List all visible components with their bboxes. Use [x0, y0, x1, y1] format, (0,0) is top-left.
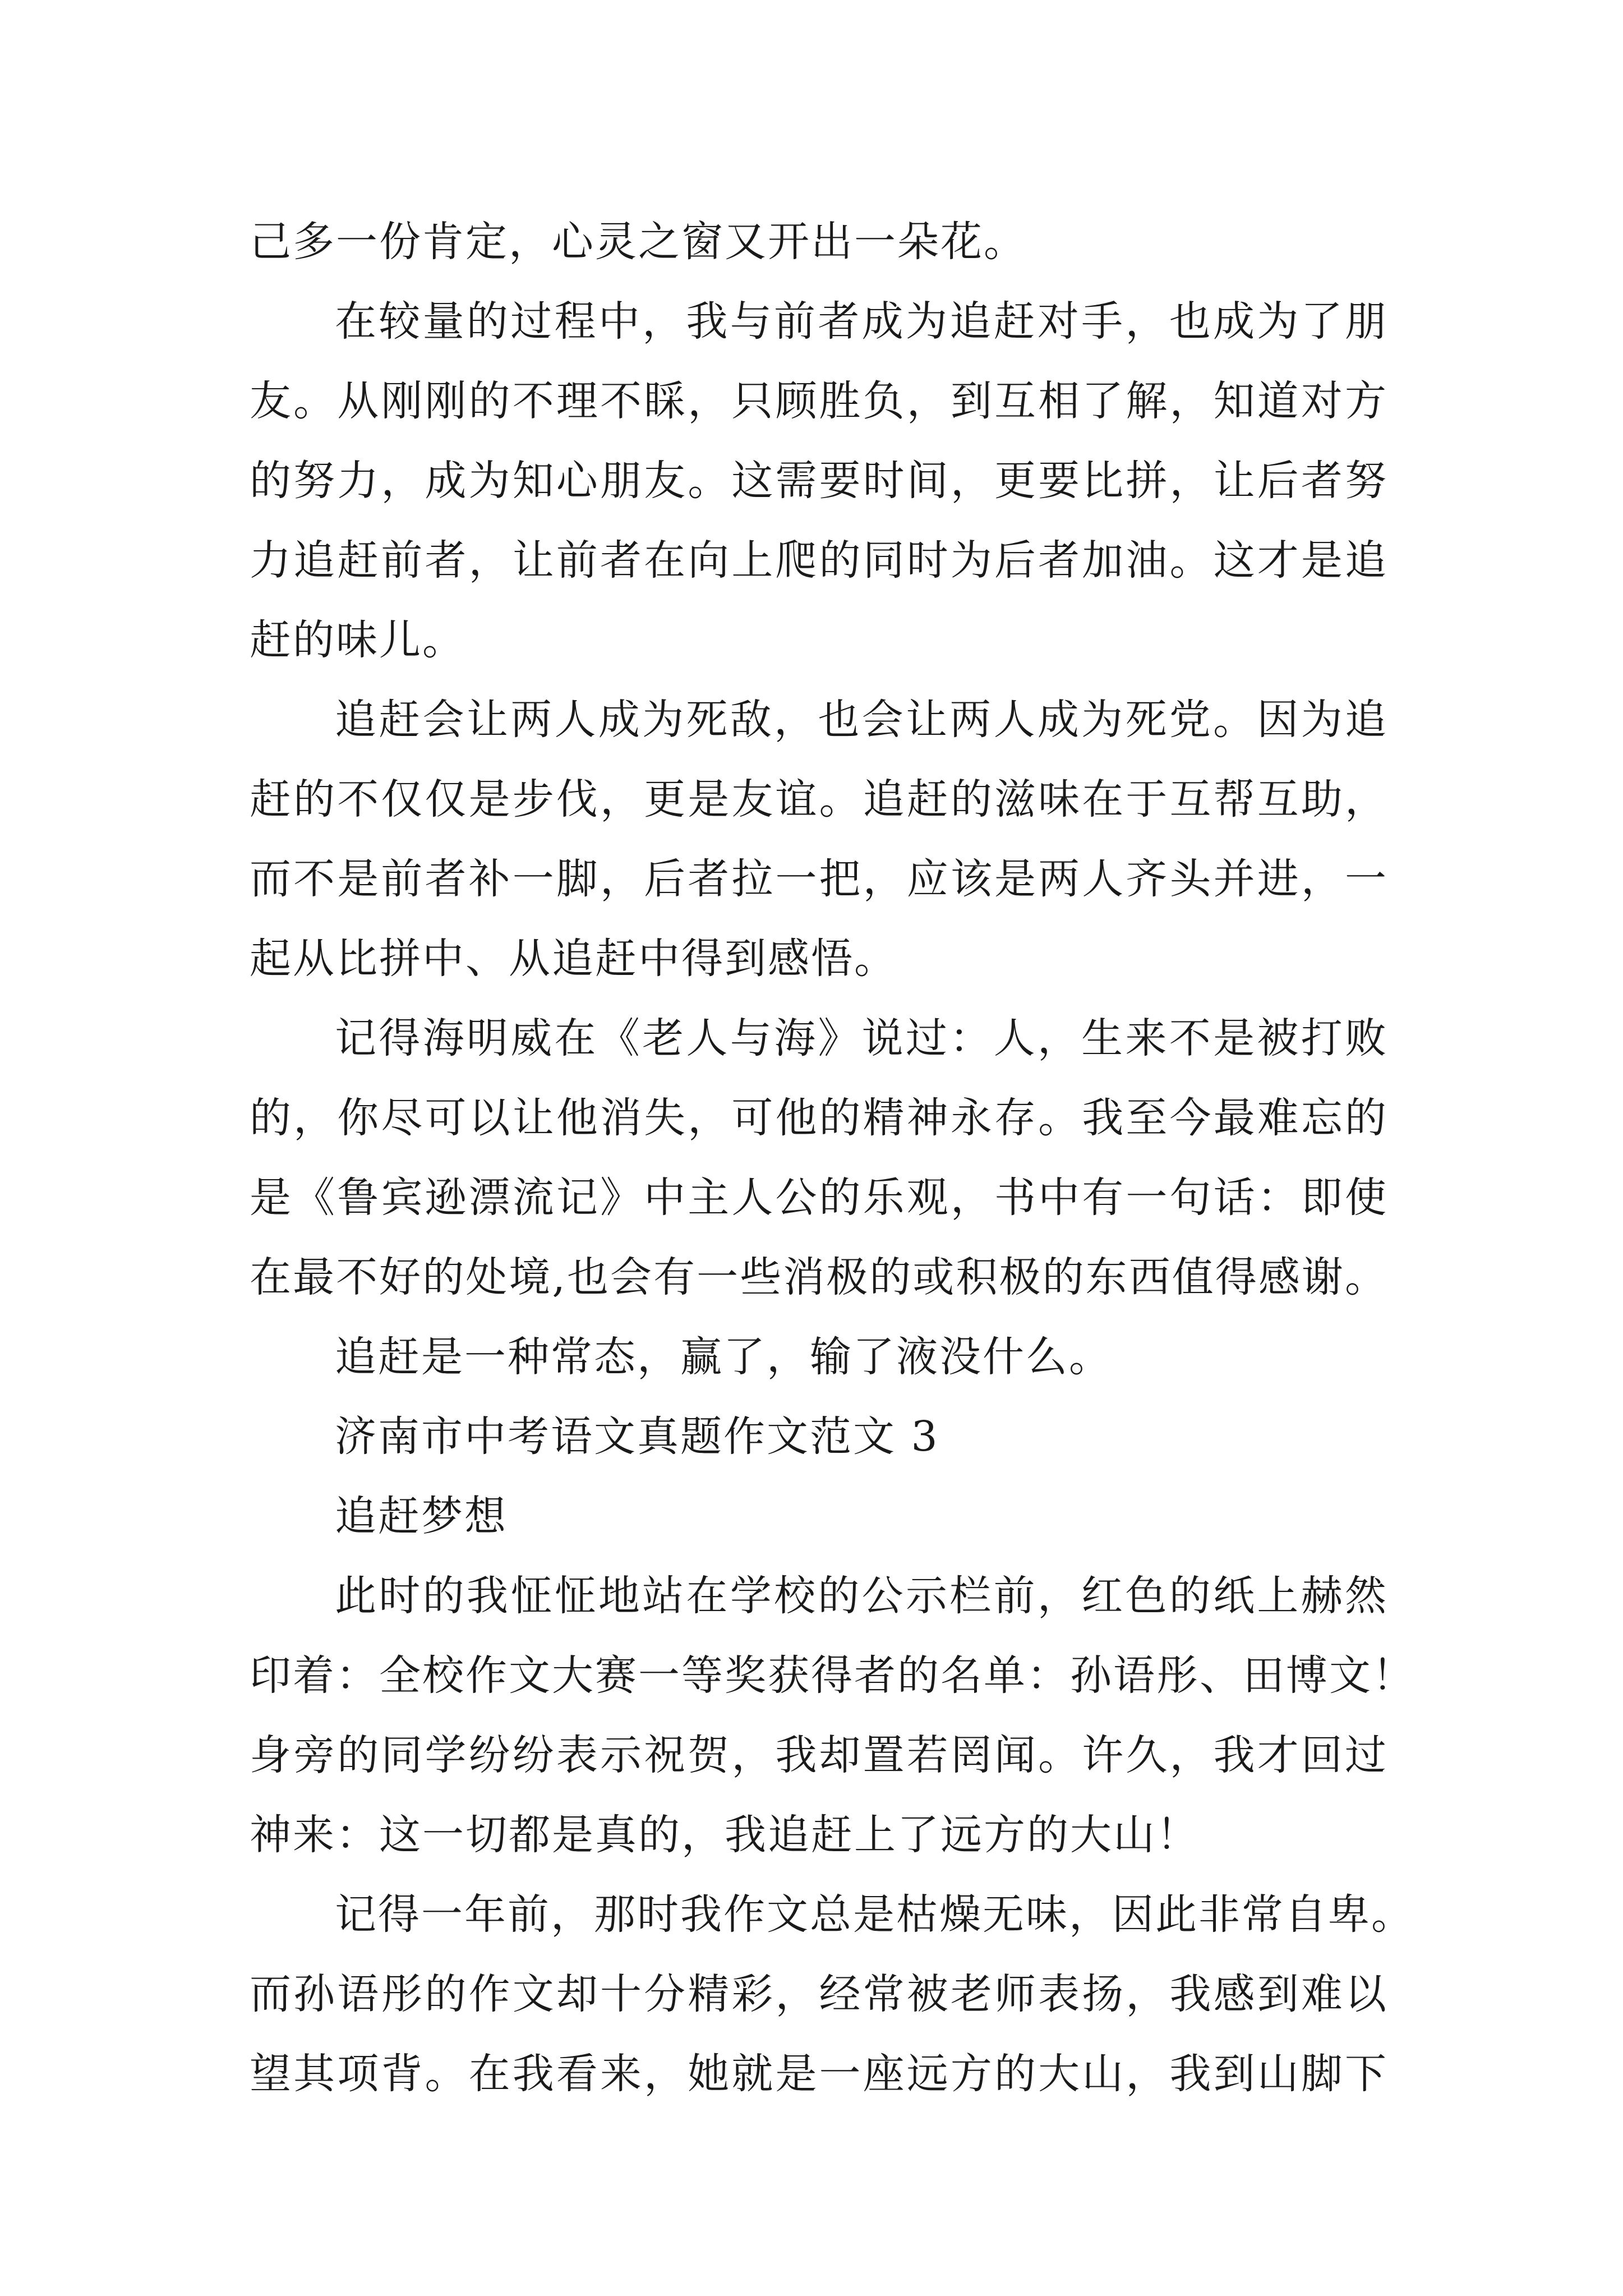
essay-title: 追赶梦想 [335, 1492, 508, 1540]
text-line: 记得一年前，那时我作文总是枯燥无味，因此非常自卑。 [335, 1890, 1414, 1939]
text-line: 赶的味儿。 [250, 616, 465, 664]
text-line: 赶的不仅仅是步伐，更是友谊。追赶的滋味在于互帮互助， [250, 775, 1388, 823]
text-line: 力追赶前者，让前者在向上爬的同时为后者加油。这才是追 [250, 536, 1388, 585]
text-line: 友。从刚刚的不理不睬，只顾胜负，到互相了解，知道对方 [250, 377, 1388, 425]
text-line: 起从比拼中、从追赶中得到感悟。 [250, 935, 897, 983]
text-line: 在最不好的处境,也会有一些消极的或积极的东西值得感谢。 [250, 1253, 1388, 1301]
text-line: 的，你尽可以让他消失，可他的精神永存。我至今最难忘的 [250, 1094, 1388, 1142]
section-title: 济南市中考语文真题作文范文 3 [335, 1412, 939, 1461]
text-line: 神来：这一切都是真的，我追赶上了远方的大山！ [250, 1811, 1200, 1859]
text-line: 己多一份肯定，心灵之窗又开出一朵花。 [250, 218, 1027, 266]
text-line: 而孙语彤的作文却十分精彩，经常被老师表扬，我感到难以 [250, 1970, 1388, 2018]
text-line: 而不是前者补一脚，后者拉一把，应该是两人齐头并进，一 [250, 855, 1388, 903]
text-line: 追赶会让两人成为死敌，也会让两人成为死党。因为追 [335, 696, 1388, 744]
text-line: 在较量的过程中，我与前者成为追赶对手，也成为了朋 [335, 297, 1388, 346]
text-line: 是《鲁宾逊漂流记》中主人公的乐观，书中有一句话：即使 [250, 1174, 1388, 1222]
document-page [250, 202, 1415, 2114]
text-line: 望其项背。在我看来，她就是一座远方的大山，我到山脚下 [250, 2050, 1388, 2098]
text-line: 此时的我怔怔地站在学校的公示栏前，红色的纸上赫然 [335, 1572, 1388, 1620]
text-line: 追赶是一种常态，赢了，输了液没什么。 [335, 1333, 1112, 1381]
text-line: 印着：全校作文大赛一等奖获得者的名单：孙语彤、田博文！ [250, 1651, 1415, 1700]
text-line: 的努力，成为知心朋友。这需要时间，更要比拼，让后者努 [250, 457, 1388, 505]
text-line: 身旁的同学纷纷表示祝贺，我却置若罔闻。许久，我才回过 [250, 1731, 1388, 1779]
text-line: 记得海明威在《老人与海》说过：人，生来不是被打败 [335, 1014, 1388, 1062]
